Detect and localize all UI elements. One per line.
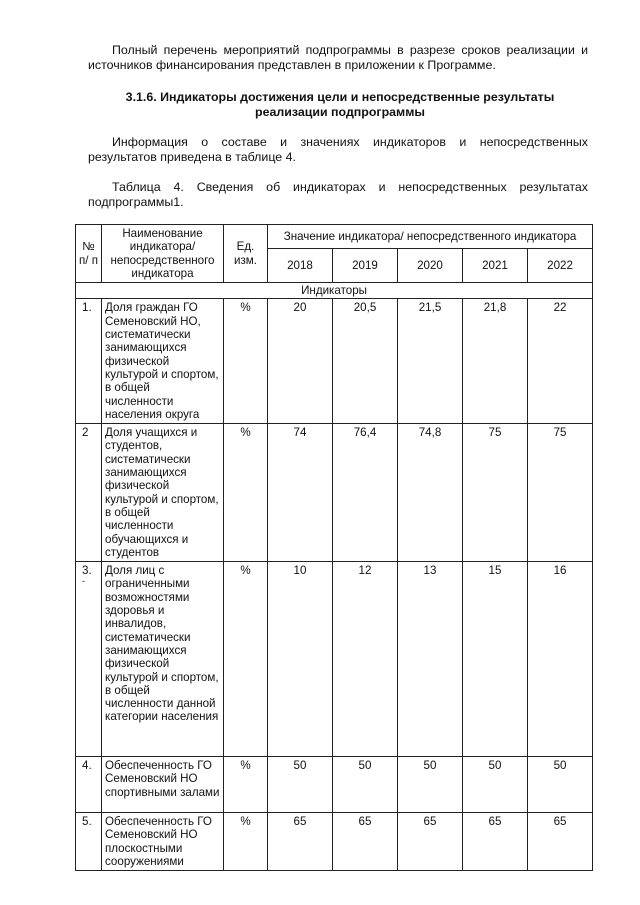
table-row [76, 813, 593, 871]
table-header-row [76, 225, 593, 249]
value-cell: 75 [463, 424, 528, 562]
value-cell: 74,8 [398, 424, 463, 562]
value-cell: 50 [528, 757, 593, 813]
year-header: 2021 [463, 249, 528, 283]
intro-paragraph: Полный перечень мероприятий подпрограммы в разрезе сроков реализации и источников финансирования представлен в приложении к Программе. [88, 43, 588, 72]
table-caption: Таблица 4. Сведения об индикаторах и непосредственных результатах подпрограммы1. [88, 180, 588, 209]
value-cell: 20,5 [333, 299, 398, 424]
value-cell: 65 [268, 813, 333, 871]
col-name-header: Наименование индикатора/ непосредственного индикатора [102, 225, 224, 283]
table-section-row [76, 283, 593, 299]
col-values-header: Значение индикатора/ непосредственного индикатора [268, 225, 593, 249]
value-cell: 21,8 [463, 299, 528, 424]
value-cell: 10 [268, 562, 333, 757]
year-header: 2022 [528, 249, 593, 283]
row-number-mark: - [82, 576, 85, 587]
section-heading: 3.1.6. Индикаторы достижения цели и непосредственные результаты реализации подпрограммы [125, 90, 555, 119]
info-paragraph: Информация о составе и значениях индикаторов и непосредственных результатов приведена в таблице 4. [88, 135, 588, 164]
unit-cell: % [224, 757, 268, 813]
table-row [76, 562, 593, 757]
value-cell: 15 [463, 562, 528, 757]
value-cell: 74 [268, 424, 333, 562]
row-number-text: 3. [82, 564, 92, 578]
value-cell: 76,4 [333, 424, 398, 562]
indicator-name: Доля граждан ГО Семеновский НО, систематически занимающихся физической культурой и спортом, в общей численности населения округа [102, 299, 224, 424]
indicator-name: Обеспеченность ГО Семеновский НО плоскостными сооружениями [102, 813, 224, 871]
year-header: 2020 [398, 249, 463, 283]
table-row [76, 424, 593, 562]
unit-cell: % [224, 424, 268, 562]
unit-cell: % [224, 299, 268, 424]
value-cell: 20 [268, 299, 333, 424]
indicator-name: Обеспеченность ГО Семеновский НО спортивными залами [102, 757, 224, 813]
year-header: 2019 [333, 249, 398, 283]
section-label: Индикаторы [76, 283, 593, 299]
indicators-table [75, 224, 593, 871]
unit-cell: % [224, 562, 268, 757]
table-row [76, 299, 593, 424]
value-cell: 21,5 [398, 299, 463, 424]
row-number: 2 [76, 424, 102, 562]
value-cell: 65 [463, 813, 528, 871]
value-cell: 22 [528, 299, 593, 424]
value-cell: 50 [268, 757, 333, 813]
indicator-name: Доля лиц с ограниченными возможностями здоровья и инвалидов, систематически занимающихся физической культурой и спортом, в общей численности данной категории населения [102, 562, 224, 757]
year-header: 2018 [268, 249, 333, 283]
value-cell: 65 [398, 813, 463, 871]
value-cell: 13 [398, 562, 463, 757]
value-cell: 50 [333, 757, 398, 813]
row-number: 4. [76, 757, 102, 813]
value-cell: 75 [528, 424, 593, 562]
unit-cell: % [224, 813, 268, 871]
value-cell: 12 [333, 562, 398, 757]
table-row [76, 757, 593, 813]
value-cell: 65 [528, 813, 593, 871]
value-cell: 50 [463, 757, 528, 813]
value-cell: 65 [333, 813, 398, 871]
row-number: 5. [76, 813, 102, 871]
col-num-header: № п/ п [76, 225, 102, 283]
row-number: 1. [76, 299, 102, 424]
value-cell: 50 [398, 757, 463, 813]
col-unit-header: Ед. изм. [224, 225, 268, 283]
value-cell: 16 [528, 562, 593, 757]
row-number [76, 562, 102, 757]
indicator-name: Доля учащихся и студентов, систематически занимающихся физической культурой и спортом, в общей численности обучающихся и студентов [102, 424, 224, 562]
